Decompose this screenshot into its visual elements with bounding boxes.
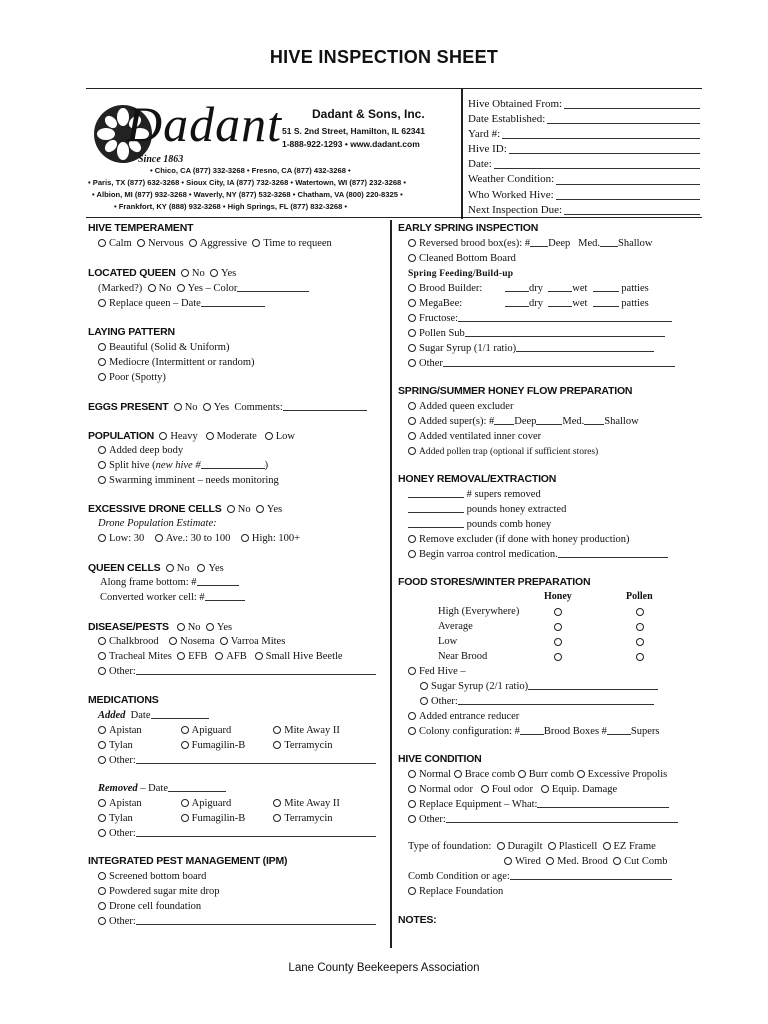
option-added-supers[interactable]: Added super(s): # Deep Med. Shallow <box>408 415 639 429</box>
option-drone-high[interactable]: High: 100+ <box>241 533 300 544</box>
option-afb[interactable]: AFB <box>215 651 246 662</box>
option-replace-queen[interactable]: Replace queen – Date <box>98 298 201 309</box>
option-no[interactable]: No <box>166 563 190 574</box>
dadant-letterhead <box>86 89 461 219</box>
comments-label: Comments: <box>234 402 283 413</box>
option-normal[interactable]: Normal <box>408 769 451 780</box>
option-apistan[interactable]: Apistan <box>98 797 178 811</box>
option-other[interactable]: Other <box>408 357 675 371</box>
option-terramycin[interactable]: Terramycin <box>273 740 332 751</box>
section-title: HONEY REMOVAL/EXTRACTION <box>398 473 557 485</box>
option-plasticell[interactable]: Plasticell <box>548 841 598 852</box>
section-title: DISEASE/PESTS <box>88 621 169 633</box>
option-no[interactable]: No <box>174 402 198 413</box>
removed-date-field[interactable] <box>168 782 226 792</box>
section-title: HIVE TEMPERAMENT <box>88 222 194 234</box>
honey-high-radio[interactable] <box>554 608 562 616</box>
field-date-established[interactable]: Date Established: <box>468 112 700 127</box>
option-reversed-brood[interactable]: Reversed brood box(es): # Deep Med. Shallow <box>408 237 652 251</box>
converted-cell-field[interactable] <box>205 591 245 601</box>
option-duragilt[interactable]: Duragilt <box>497 841 543 852</box>
option-sugar-syrup-2-1[interactable]: Sugar Syrup (2/1 ratio) <box>420 680 658 694</box>
option-cut-comb[interactable]: Cut Comb <box>613 856 667 867</box>
section-title: EARLY SPRING INSPECTION <box>398 222 539 234</box>
option-other[interactable]: Other: <box>408 813 678 827</box>
field-weather[interactable]: Weather Condition: <box>468 172 700 187</box>
option-replace-foundation[interactable]: Replace Foundation <box>408 885 503 899</box>
option-split-hive[interactable]: Split hive (new hive # ) <box>98 459 268 473</box>
section-title: INTEGRATED PEST MANAGEMENT (IPM) <box>88 855 288 867</box>
option-replace-equipment[interactable]: Replace Equipment – What: <box>408 798 669 812</box>
option-beautiful[interactable]: Beautiful (Solid & Uniform) <box>98 341 229 355</box>
option-nervous[interactable]: Nervous <box>137 238 184 249</box>
option-burr-comb[interactable]: Burr comb <box>518 769 574 780</box>
option-other[interactable]: Other: <box>98 827 376 841</box>
option-other[interactable]: Other: <box>98 915 376 929</box>
option-efb[interactable]: EFB <box>177 651 207 662</box>
comb-condition-field[interactable] <box>510 870 672 880</box>
comments-field[interactable] <box>283 401 367 411</box>
option-sugar-drop[interactable]: Powdered sugar mite drop <box>98 885 220 899</box>
option-yes-color[interactable]: Yes – Color <box>177 283 238 294</box>
option-pollen-sub[interactable]: Pollen Sub <box>408 327 665 341</box>
option-yes[interactable]: Yes <box>203 402 229 413</box>
section-title: HIVE CONDITION <box>398 753 482 765</box>
along-frame-label: Along frame bottom: # <box>100 577 197 588</box>
color-field[interactable] <box>237 282 309 292</box>
field-yard[interactable]: Yard #: <box>468 127 700 142</box>
option-calm[interactable]: Calm <box>98 238 132 249</box>
option-other[interactable]: Other: <box>98 665 376 679</box>
pollen-near-brood-radio[interactable] <box>636 653 644 661</box>
inspection-form: Dadant Since 1863 Dadant & Sons, Inc. 51 S. 2nd Street, Hamilton, IL 62341 1-888-922-1293 • www.dadant.com • Chico, CA (877) 332-3268 • Fresno, CA (877) 432-3268 • • Paris, TX (877) 632-3268 • Sioux City, IA (877) 732-3268 • Watertown, WI (877) 232-3268 • • Albion, MI (877) 932-3268 • Waverly, NY (877) 532-3268 • Chatham, VA (800) 220-8325 • • Frankfort, KY (888) 932-3268 • High Springs, FL (877) 832-3268 • Hive Obtained From: Date Established: Yard #: Hive ID: Date: Weather Condition: Who Worked Hive: Next Inspection Due: HIVE TEMPERAMENT Calm Nervous Aggressive Time to requeen LOCATED QUEEN No Yes (Marked?) No Yes – Color Replace queen – Date LAYING PATTERN Beautiful (Solid & Uniform) Mediocre (Intermittent or random) Poor (Spotty) EGGS PRESENT No Yes Comments: POPULATION Heavy Moderate Low Added deep body Split hive (new hive # ) Swarming imminent – needs monitoring EXCESSIVE DRONE CELLS No Yes Drone Population Estimate: Low: 30 Ave.: 30 to 100 High: 100+ QUEEN CELLS No Yes Along frame bottom: # Converted worker cell: # DISEASE/PESTS No Yes Chalkbrood Nosema Varroa Mites Tracheal Mites EFB AFB Small Hive Beetle Other: MEDICATIONS Added Date Apistan Apiguard Mite Away II Tylan Fumagilin-B Terramycin Other: Removed – Date Apistan Apiguard Mite Away II Tylan Fumagilin-B Terramycin Other: INTEGRATED PEST MANAGEMENT (IPM) Screened bottom board Powdered sugar mite drop Drone cell foundation Other: EARLY SPRING INSPECTION Reversed brood box(es): # Deep Med. Shallow Cleaned Bottom Board Spring Feeding/Build-up Brood Builder: dry wet patties MegaBee: dry wet patties Fructose: Pollen Sub Sugar Syrup (1/1 ratio) Other SPRING/SUMMER HONEY FLOW PREPARATION Added queen excluder Added super(s): # Deep Med. Shallow Added ventilated inner cover Added pollen trap (optional if sufficient stores) HONEY REMOVAL/EXTRACTION # supers removed pounds honey extracted pounds comb honey Remove excluder (if done with honey production) Begin varroa control medication. FOOD STORES/WINTER PREPARATION Honey Pollen High (Everywhere) Average Low Near Brood Fed Hive – Sugar Syrup (2/1 ratio) Other: Added entrance reducer Colony configuration: # Brood Boxes # Supers HIVE CONDITION Normal Brace comb Burr comb Excessive Propolis Normal odor Foul odor Equip. Damage Replace Equipment – What: Other: Type of foundation: Duragilt Plasticell EZ Frame Wired Med. Brood Cut Comb Comb Condition or age: Replace Foundation NOTES: <box>86 88 702 948</box>
option-sugar-syrup[interactable]: Sugar Syrup (1/1 ratio) <box>408 342 654 356</box>
field-hive-id[interactable]: Hive ID: <box>468 142 700 157</box>
option-propolis[interactable]: Excessive Propolis <box>577 769 668 780</box>
option-no[interactable]: No <box>181 268 205 279</box>
since-label: Since 1863 <box>138 154 184 165</box>
option-mediocre[interactable]: Mediocre (Intermittent or random) <box>98 356 255 370</box>
option-wired[interactable]: Wired <box>504 856 541 867</box>
option-terramycin[interactable]: Terramycin <box>273 813 332 824</box>
option-inner-cover[interactable]: Added ventilated inner cover <box>408 430 541 444</box>
option-brace-comb[interactable]: Brace comb <box>454 769 515 780</box>
foundation-label: Type of foundation: <box>408 841 492 852</box>
option-other[interactable]: Other: <box>98 754 376 768</box>
option-varroa-medication[interactable]: Begin varroa control medication. <box>408 548 668 562</box>
option-drone-low[interactable]: Low: 30 <box>98 533 144 544</box>
marked-label: (Marked?) <box>98 283 143 294</box>
option-fructose[interactable]: Fructose: <box>408 312 672 326</box>
option-no[interactable]: No <box>148 283 172 294</box>
option-aggressive[interactable]: Aggressive <box>189 238 247 249</box>
option-brood-builder[interactable]: Brood Builder: dry wet patties <box>408 282 649 296</box>
comb-honey-field[interactable] <box>408 518 464 528</box>
branch-line: • Frankfort, KY (888) 932-3268 • High Springs, FL (877) 832-3268 • <box>114 202 348 211</box>
option-yes[interactable]: Yes <box>197 563 223 574</box>
section-title: EGGS PRESENT <box>88 401 169 413</box>
option-drone-ave[interactable]: Ave.: 30 to 100 <box>155 533 231 544</box>
spring-feeding-label: Spring Feeding/Build-up <box>408 269 514 279</box>
column-divider <box>390 220 392 948</box>
option-equip-damage[interactable]: Equip. Damage <box>541 784 617 795</box>
branch-line: • Albion, MI (877) 932-3268 • Waverly, NY (877) 532-3268 • Chatham, VA (800) 220-8325 • <box>92 190 403 199</box>
pollen-average-radio[interactable] <box>636 623 644 631</box>
footer: Lane County Beekeepers Association <box>288 962 480 974</box>
field-who-worked[interactable]: Who Worked Hive: <box>468 188 700 203</box>
option-yes[interactable]: Yes <box>206 622 232 633</box>
added-date-field[interactable] <box>151 709 209 719</box>
honey-header: Honey <box>544 591 572 602</box>
option-mite-away[interactable]: Mite Away II <box>273 798 340 809</box>
option-yes[interactable]: Yes <box>256 504 282 515</box>
converted-cell-label: Converted worker cell: # <box>100 592 205 603</box>
pollen-high-radio[interactable] <box>636 608 644 616</box>
option-apiguard[interactable]: Apiguard <box>181 797 271 811</box>
option-cleaned-board[interactable]: Cleaned Bottom Board <box>408 252 516 266</box>
page-title: HIVE INSPECTION SHEET <box>269 47 499 67</box>
section-title: SPRING/SUMMER HONEY FLOW PREPARATION <box>398 385 633 397</box>
replace-date-field[interactable] <box>201 297 265 307</box>
along-frame-field[interactable] <box>197 576 239 586</box>
option-entrance-reducer[interactable]: Added entrance reducer <box>408 710 519 724</box>
option-apistan[interactable]: Apistan <box>98 724 178 738</box>
stores-row-average: Average <box>438 620 658 634</box>
option-normal-odor[interactable]: Normal odor <box>408 784 473 795</box>
divider <box>461 89 463 219</box>
header-fields <box>468 97 700 218</box>
option-drone-foundation[interactable]: Drone cell foundation <box>98 900 201 914</box>
option-varroa[interactable]: Varroa Mites <box>220 636 286 647</box>
option-fumagilin[interactable]: Fumagilin-B <box>181 739 271 753</box>
option-moderate[interactable]: Moderate <box>206 431 257 442</box>
option-yes[interactable]: Yes <box>210 268 236 279</box>
option-remove-excluder[interactable]: Remove excluder (if done with honey production) <box>408 533 630 547</box>
option-fumagilin[interactable]: Fumagilin-B <box>181 812 271 826</box>
company-address: 51 S. 2nd Street, Hamilton, IL 62341 <box>282 126 425 136</box>
option-added-deep-body[interactable]: Added deep body <box>98 444 183 458</box>
option-ez-frame[interactable]: EZ Frame <box>603 841 656 852</box>
option-screened-board[interactable]: Screened bottom board <box>98 870 206 884</box>
stores-row-high: High (Everywhere) <box>438 605 658 619</box>
option-queen-excluder[interactable]: Added queen excluder <box>408 400 513 414</box>
stores-row-near-brood: Near Brood <box>438 650 658 664</box>
section-title: POPULATION <box>88 430 155 442</box>
section-title: MEDICATIONS <box>88 694 159 706</box>
option-tylan[interactable]: Tylan <box>98 812 178 826</box>
option-heavy[interactable]: Heavy <box>159 431 197 442</box>
section-title: LAYING PATTERN <box>88 326 175 338</box>
option-mite-away[interactable]: Mite Away II <box>273 725 340 736</box>
option-no[interactable]: No <box>227 504 251 515</box>
pollen-header: Pollen <box>626 591 653 602</box>
pollen-low-radio[interactable] <box>636 638 644 646</box>
drone-estimate-label: Drone Population Estimate: <box>98 518 217 529</box>
field-hive-obtained[interactable]: Hive Obtained From: <box>468 97 700 112</box>
option-colony-config[interactable]: Colony configuration: # Brood Boxes # Supers <box>408 725 660 739</box>
company-phone: 1-888-922-1293 • www.dadant.com <box>282 139 420 149</box>
option-other[interactable]: Other: <box>420 695 654 709</box>
field-date[interactable]: Date: <box>468 157 700 172</box>
option-tylan[interactable]: Tylan <box>98 739 178 753</box>
section-title: LOCATED QUEEN <box>88 267 176 279</box>
stores-row-low: Low <box>438 635 658 649</box>
option-tracheal[interactable]: Tracheal Mites <box>98 651 172 662</box>
honey-near-brood-radio[interactable] <box>554 653 562 661</box>
honey-low-radio[interactable] <box>554 638 562 646</box>
option-chalkbrood[interactable]: Chalkbrood <box>98 636 159 647</box>
notes-label: NOTES: <box>398 914 437 926</box>
option-poor[interactable]: Poor (Spotty) <box>98 371 166 385</box>
option-pollen-trap[interactable]: Added pollen trap (optional if sufficient stores) <box>408 445 598 459</box>
section-title: EXCESSIVE DRONE CELLS <box>88 503 222 515</box>
option-shb[interactable]: Small Hive Beetle <box>255 651 343 662</box>
option-low[interactable]: Low <box>265 431 295 442</box>
dadant-logo: Dadant <box>126 96 282 152</box>
option-megabee[interactable]: MegaBee: dry wet patties <box>408 297 649 311</box>
honey-average-radio[interactable] <box>554 623 562 631</box>
section-title: FOOD STORES/WINTER PREPARATION <box>398 576 591 588</box>
option-nosema[interactable]: Nosema <box>169 636 214 647</box>
option-swarming[interactable]: Swarming imminent – needs monitoring <box>98 474 279 488</box>
option-fed-hive[interactable]: Fed Hive – <box>408 665 466 679</box>
option-no[interactable]: No <box>177 622 201 633</box>
form-header <box>86 88 702 218</box>
option-foul-odor[interactable]: Foul odor <box>481 784 533 795</box>
section-title: QUEEN CELLS <box>88 562 161 574</box>
comb-condition-label: Comb Condition or age: <box>408 871 510 882</box>
option-apiguard[interactable]: Apiguard <box>181 724 271 738</box>
option-med-brood[interactable]: Med. Brood <box>546 856 608 867</box>
field-next-inspection[interactable]: Next Inspection Due: <box>468 203 700 218</box>
supers-removed-field[interactable] <box>408 488 464 498</box>
branch-line: • Chico, CA (877) 332-3268 • Fresno, CA (877) 432-3268 • <box>150 166 351 175</box>
option-requeen[interactable]: Time to requeen <box>252 238 331 249</box>
company-name: Dadant & Sons, Inc. <box>312 107 425 121</box>
branch-line: • Paris, TX (877) 632-3268 • Sioux City, IA (877) 732-3268 • Watertown, WI (877) 232-3268 • <box>88 178 407 187</box>
honey-extracted-field[interactable] <box>408 503 464 513</box>
